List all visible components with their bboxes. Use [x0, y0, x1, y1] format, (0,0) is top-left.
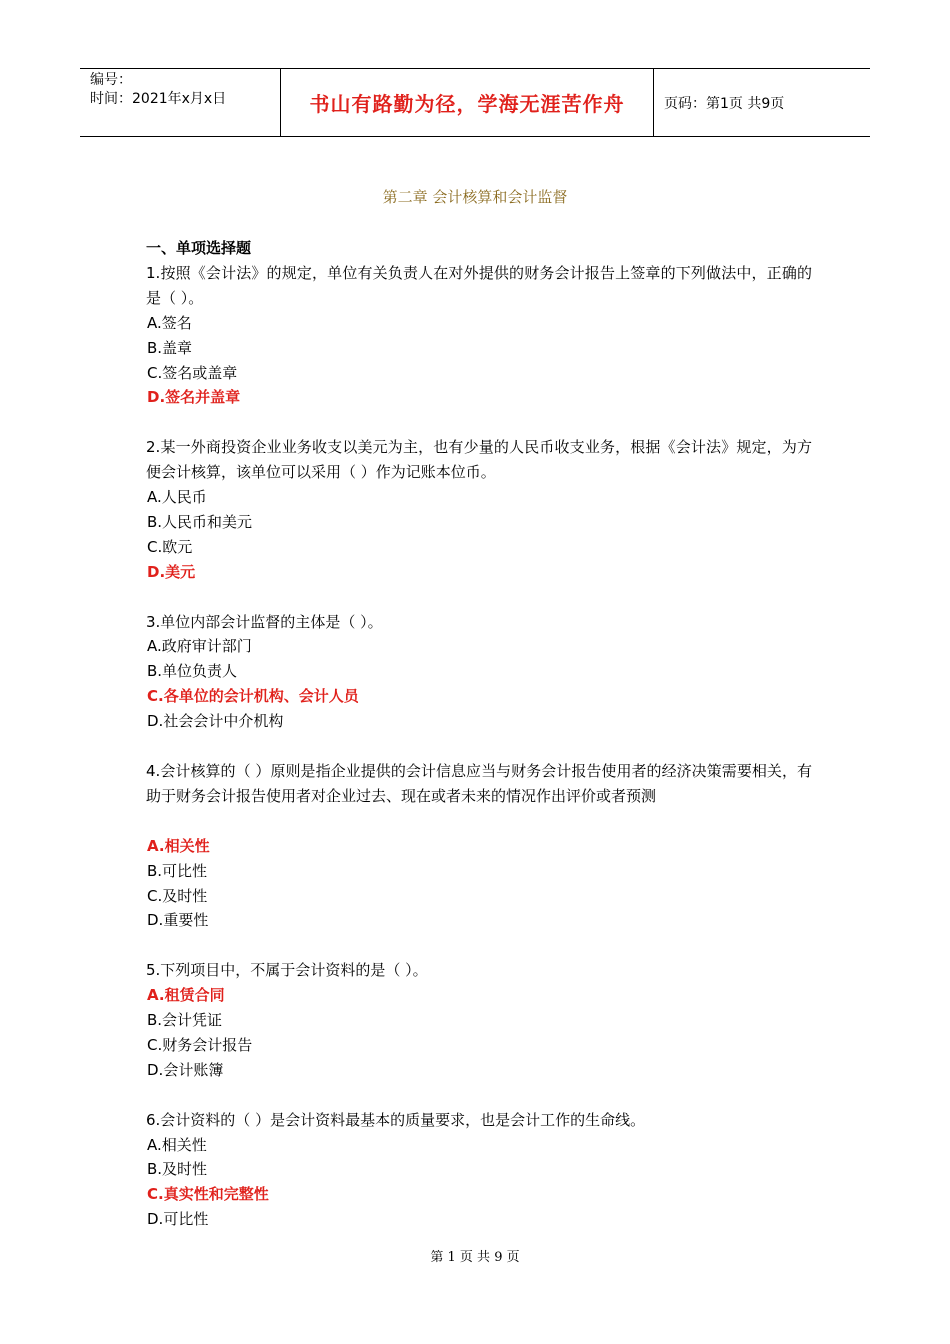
question-1	[146, 261, 812, 410]
option-a-correct: A.相关性	[147, 836, 210, 855]
question-2	[146, 435, 812, 584]
question-6	[146, 1108, 812, 1233]
option-b: B.人民币和美元	[147, 512, 253, 531]
option-d: D.重要性	[147, 911, 209, 930]
time-label: 时间：2021年x月x日	[90, 91, 227, 107]
option-b: B.会计凭证	[147, 1011, 223, 1030]
option-a-correct: A.租赁合同	[147, 986, 225, 1005]
header-page-label: 页码：第1页 共9页	[664, 95, 785, 112]
question-text: 1.按照《会计法》的规定，单位有关负责人在对外提供的财务会计报告上签章的下列做法中，正确的是（ ）。	[146, 263, 812, 307]
header-meta	[80, 69, 281, 136]
question-text: 6.会计资料的（ ）是会计资料最基本的质量要求，也是会计工作的生命线。	[146, 1110, 646, 1129]
option-a: A.人民币	[147, 488, 207, 507]
option-b: B.单位负责人	[147, 662, 238, 681]
section-title: 一、单项选择题	[146, 239, 252, 257]
option-c-correct: C.各单位的会计机构、会计人员	[147, 687, 359, 706]
question-4	[146, 759, 812, 933]
question-3	[146, 610, 812, 735]
question-text: 3.单位内部会计监督的主体是（ ）。	[146, 612, 383, 631]
document-header	[80, 68, 870, 137]
question-text: 4.会计核算的（ ）原则是指企业提供的会计信息应当与财务会计报告使用者的经济决策需要相关，有助于财务会计报告使用者对企业过去、现在或者未来的情况作出评价或者预测	[146, 761, 812, 805]
option-d-correct: D.美元	[147, 562, 196, 581]
question-text: 2.某一外商投资企业业务收支以美元为主，也有少量的人民币收支业务，根据《会计法》规定，为方便会计核算，该单位可以采用（ ）作为记账本位币。	[146, 438, 812, 482]
chapter-title: 第二章 会计核算和会计监督	[382, 188, 568, 206]
option-a: A.相关性	[147, 1135, 207, 1154]
number-label: 编号：	[90, 72, 132, 88]
option-b: B.可比性	[147, 861, 208, 880]
option-a: A.政府审计部门	[147, 637, 252, 656]
question-text: 5.下列项目中，不属于会计资料的是（ ）。	[146, 961, 428, 980]
header-motto: 书山有路勤为径，学海无涯苦作舟	[281, 69, 654, 136]
question-5	[146, 958, 812, 1083]
option-d-correct: D.签名并盖章	[147, 388, 241, 407]
option-d: D.社会会计中介机构	[147, 712, 284, 731]
question-list	[146, 236, 812, 1232]
option-d: D.可比性	[147, 1210, 209, 1229]
option-c: C.欧元	[147, 537, 193, 556]
option-a: A.签名	[147, 313, 192, 332]
option-d: D.会计账簿	[147, 1060, 224, 1079]
option-b: B.盖章	[147, 338, 193, 357]
option-b: B.及时性	[147, 1160, 208, 1179]
option-c-correct: C.真实性和完整性	[147, 1185, 269, 1204]
option-c: C.财务会计报告	[147, 1035, 253, 1054]
option-c: C.及时性	[147, 886, 208, 905]
option-c: C.签名或盖章	[147, 363, 238, 382]
page-footer: 第 1 页 共 9 页	[430, 1250, 520, 1265]
